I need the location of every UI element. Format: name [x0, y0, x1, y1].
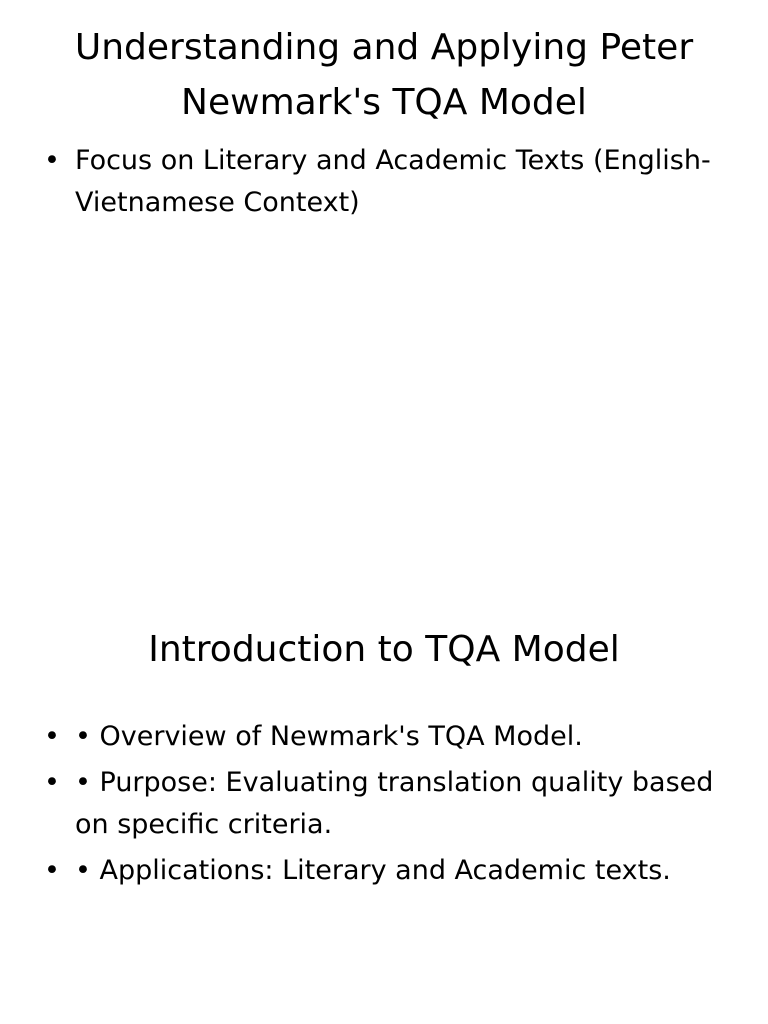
bullet-list	[44, 716, 734, 896]
bullet-text: • Applications: Literary and Academic texts.	[75, 855, 671, 886]
bullet-item	[44, 140, 734, 224]
bullet-list	[44, 140, 734, 228]
bullet-text: • Overview of Newmark's TQA Model.	[75, 721, 583, 752]
bullet-text: Focus on Literary and Academic Texts (English-Vietnamese Context)	[75, 145, 711, 218]
slide-introduction-heading: Introduction to TQA Model	[148, 629, 620, 670]
slide-title-heading: Understanding and Applying Peter Newmark's TQA Model	[74, 27, 694, 123]
bullet-dot-icon: •	[44, 855, 60, 886]
bullet-item	[44, 850, 734, 892]
bullet-item	[44, 762, 734, 846]
bullet-dot-icon: •	[44, 767, 60, 798]
bullet-text: • Purpose: Evaluating translation quality based on specific criteria.	[75, 767, 714, 840]
bullet-dot-icon: •	[44, 721, 60, 752]
bullet-item	[44, 716, 734, 758]
slide-introduction	[0, 576, 768, 1024]
bullet-dot-icon: •	[44, 145, 60, 176]
